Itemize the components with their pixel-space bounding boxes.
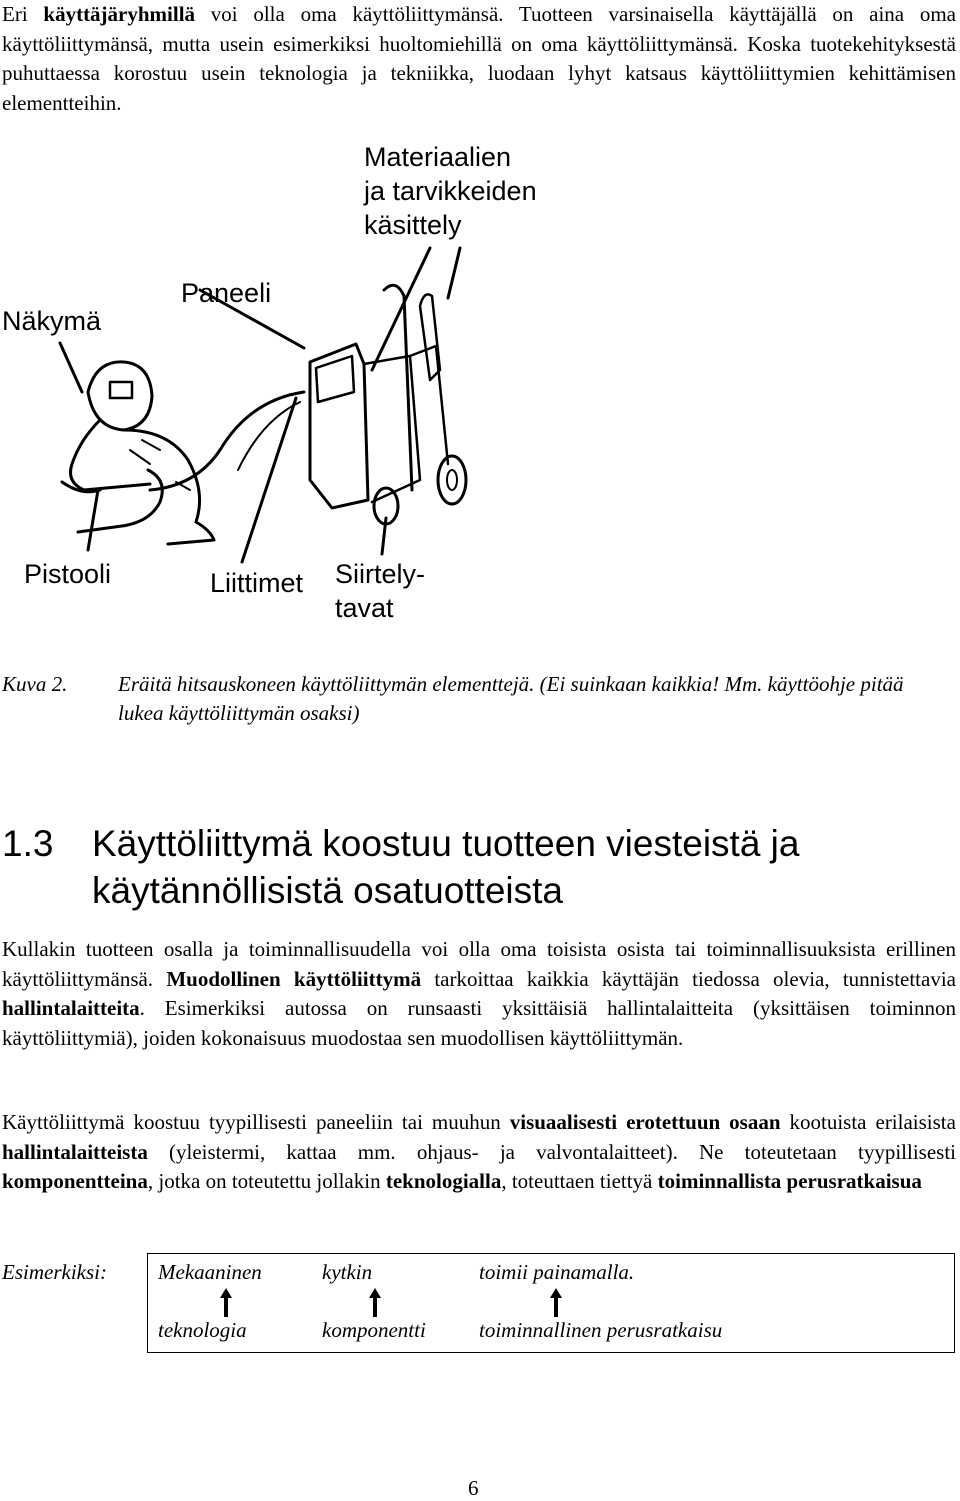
intro-text-1: Eri (2, 2, 44, 26)
para2-bold-functional-solution: toiminnallista perusratkaisua (657, 1169, 922, 1193)
cart-wheel-right (438, 456, 466, 504)
pointer-line-gun (88, 490, 98, 550)
para2-text-i: , toteuttaen tiettyä (501, 1169, 658, 1193)
label-transport-line1: Siirtely- (335, 559, 426, 589)
figure-caption-label: Kuva 2. (2, 672, 68, 696)
example-top-1: Mekaaninen (158, 1260, 262, 1284)
example-top-2: kytkin (322, 1260, 373, 1284)
pointer-line-materials-2 (448, 248, 460, 298)
welder-helmet (88, 362, 152, 430)
label-materials-line3: käsittely (364, 210, 462, 240)
label-transport-line2: tavat (335, 593, 394, 623)
welder-back (124, 430, 200, 522)
pointer-line-view (60, 343, 82, 392)
para2-text-c: kootuista erilaisista (780, 1110, 956, 1134)
label-materials-line1: Materiaalien (364, 142, 512, 172)
label-view: Näkymä (2, 306, 102, 336)
para1-text-e: . Esimerkiksi autossa on runsaasti yksittäisiä hallintalaitteita (yksittäisen toiminnon käyttöliittymiä), joiden kokonaisuus muodostaa sen muodollisen käyttöliittymän. (2, 996, 956, 1050)
pointer-line-connectors (242, 398, 296, 562)
label-connectors: Liittimet (210, 568, 304, 598)
para2-text-a: Käyttöliittymä koostuu tyypillisesti paneeliin tai muuhun (2, 1110, 510, 1134)
paragraph-1 (2, 935, 956, 1053)
para2-bold-technology: teknologialla (385, 1169, 502, 1193)
section-title: Käyttöliittymä koostuu tuotteen viesteistä ja käytännöllisistä osatuotteista (92, 823, 800, 911)
para1-text-c: tarkoittaa kaikkia käyttäjän tiedossa olevia, tunnistettavia (421, 966, 956, 991)
label-materials (364, 140, 537, 242)
welding-machine-figure (0, 130, 960, 650)
example-label: Esimerkiksi: (2, 1260, 107, 1284)
up-arrow-icon (219, 1286, 233, 1318)
label-panel: Paneeli (181, 278, 272, 308)
example-bottom-1: teknologia (158, 1318, 247, 1342)
label-gun: Pistooli (24, 559, 112, 589)
para2-bold-controls: hallintalaitteista (2, 1139, 148, 1164)
welder-leg (78, 470, 162, 532)
paragraph-2 (2, 1108, 956, 1197)
para2-bold-visual: visuaalisesti erotettuun osaan (509, 1110, 781, 1134)
section-number: 1.3 (2, 823, 54, 864)
label-materials-line2: ja tarvikkeiden (364, 176, 537, 206)
para2-bold-components: komponentteina (2, 1169, 148, 1193)
machine-body (310, 344, 368, 508)
intro-paragraph (2, 0, 956, 118)
label-transport (335, 557, 425, 625)
up-arrow-icon (368, 1286, 382, 1318)
para2-text-e: (yleistermi, kattaa mm. ohjaus- ja valvontalaitteet). Ne toteutetaan tyypillisesti (147, 1139, 956, 1164)
example-bottom-3: toiminnallinen perusratkaisu (479, 1318, 723, 1342)
para1-bold-controls: hallintalaitteita (2, 996, 140, 1020)
intro-bold-user-groups: käyttäjäryhmillä (43, 2, 196, 26)
figure-caption-text: Eräitä hitsauskoneen käyttöliittymän elementtejä. (Ei suinkaan kaikkia! Mm. käyttöohje pitää lukea käyttöliittymän osaksi) (118, 672, 904, 725)
example-bottom-2: komponentti (322, 1318, 426, 1342)
machine-panel (316, 356, 354, 402)
para2-text-g: , jotka on toteutettu jollakin (147, 1169, 386, 1193)
up-arrow-icon (549, 1286, 563, 1318)
page-number: 6 (468, 1476, 479, 1500)
para1-bold-formal-ui: Muodollinen käyttöliittymä (166, 966, 422, 991)
example-top-3: toimii painamalla. (479, 1260, 635, 1284)
para1-text-a: Kullakin tuotteen osalla ja toiminnallisuudella voi olla oma toisista osista tai toiminnallisuuksista erillinen käyttöliittymänsä. (2, 937, 956, 991)
intro-text-2: voi olla oma käyttöliittymänsä. Tuotteen varsinaisella käyttäjällä on aina oma käyttöliittymänsä, mutta usein esimerkiksi huoltomiehillä on oma käyttöliittymänsä. Koska tuotekehityksestä puhuttaessa korostuu usein teknologia ja tekniikka, luodaan lyhyt katsaus käyttöliittymien kehittämisen elementteihin. (2, 2, 956, 115)
